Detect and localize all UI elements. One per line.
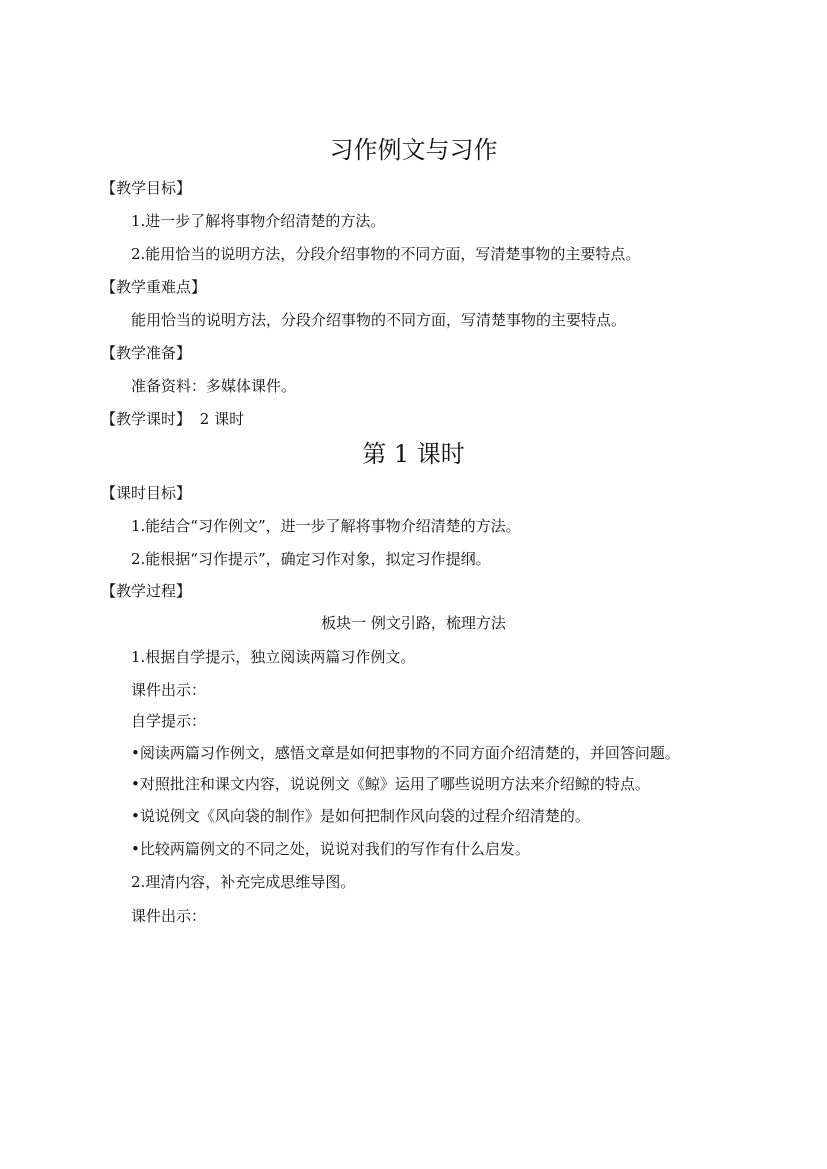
document-title: 习作例文与习作 (329, 136, 498, 164)
objective-item: 1.进一步了解将事物介绍清楚的方法。 (131, 212, 386, 230)
process-heading: 【教学过程】 (101, 582, 192, 600)
keypoints-text: 能用恰当的说明方法，分段介绍事物的不同方面，写清楚事物的主要特点。 (131, 311, 627, 329)
section1-title: 板块一 例文引路，梳理方法 (321, 614, 506, 632)
bullet-item: •对照批注和课文内容，说说例文《鲸》运用了哪些说明方法来介绍鲸的特点。 (131, 775, 650, 793)
hours-value: 2 课时 (199, 410, 245, 428)
lesson-goals-heading: 【课时目标】 (101, 484, 192, 502)
keypoints-heading: 【教学重难点】 (101, 278, 207, 296)
objective-item: 2.能用恰当的说明方法，分段介绍事物的不同方面，写清楚事物的主要特点。 (131, 245, 641, 263)
step2: 2.理清内容，补充完成思维导图。 (131, 873, 356, 891)
hours-line (101, 409, 244, 429)
prep-text: 准备资料：多媒体课件。 (131, 377, 297, 395)
lesson1-title: 第 1 课时 (362, 440, 465, 468)
objectives-heading: 【教学目标】 (101, 179, 192, 197)
hours-heading: 【教学课时】 (101, 410, 192, 428)
prep-heading: 【教学准备】 (101, 344, 192, 362)
step1: 1.根据自学提示，独立阅读两篇习作例文。 (131, 648, 416, 666)
lesson-goal-item: 2.能根据“习作提示”，确定习作对象，拟定习作提纲。 (131, 550, 491, 568)
bullet-item: •说说例文《风向袋的制作》是如何把制作风向袋的过程介绍清楚的。 (131, 807, 590, 825)
courseware-label: 课件出示： (131, 907, 207, 925)
bullet-item: •阅读两篇习作例文，感悟文章是如何把事物的不同方面介绍清楚的，并回答问题。 (131, 744, 680, 762)
lesson-goal-item: 1.能结合“习作例文”，进一步了解将事物介绍清楚的方法。 (131, 517, 521, 535)
bullet-item: •比较两篇例文的不同之处，说说对我们的写作有什么启发。 (131, 840, 530, 858)
courseware-label: 课件出示： (131, 681, 207, 699)
self-study-label: 自学提示： (131, 712, 207, 730)
